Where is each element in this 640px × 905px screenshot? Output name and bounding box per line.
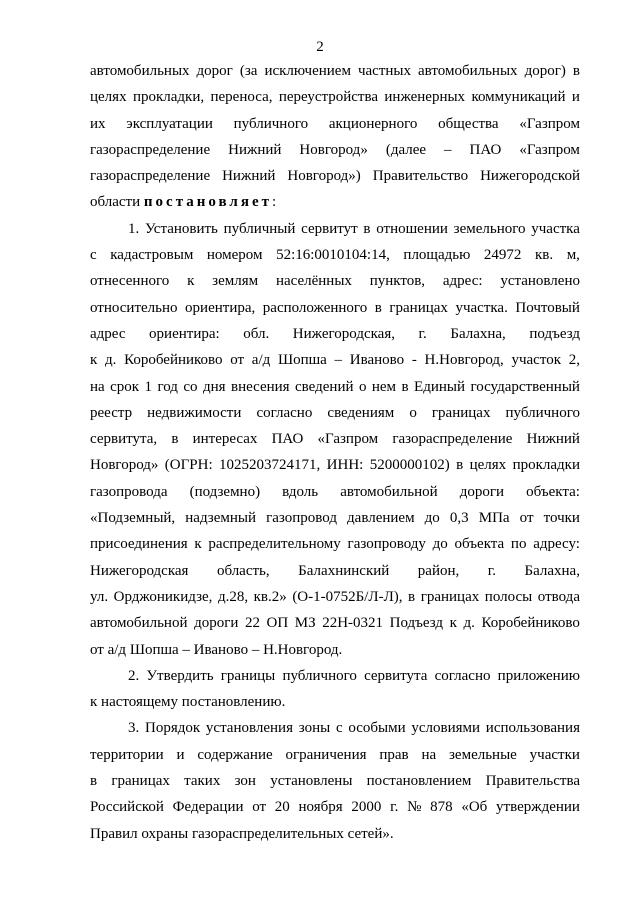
- word: (ОГРН:: [164, 457, 213, 474]
- word: «Подземный,: [90, 510, 176, 527]
- word: особыми: [348, 720, 406, 737]
- word: (О-1-0752Б/Л-Л),: [292, 588, 403, 605]
- word: на: [90, 378, 105, 395]
- word: газопроводу: [347, 536, 426, 553]
- word: присоединения: [90, 536, 188, 553]
- word: прокладки,: [132, 89, 205, 106]
- paragraph-3-last-line: Правил охраны газораспределительных сетей».: [90, 825, 394, 842]
- word: 5200000102): [369, 457, 450, 474]
- word: «Газпром: [519, 115, 580, 132]
- word: эксплуатации: [126, 115, 213, 132]
- word: «Об: [461, 799, 488, 816]
- word: зон: [234, 773, 256, 790]
- text-line: [90, 531, 580, 557]
- word: Коробейниково: [124, 352, 223, 369]
- word: ПАО: [469, 141, 502, 158]
- word: от: [252, 799, 267, 816]
- word: Порядок: [145, 720, 201, 737]
- word: Н.Новгород,: [424, 352, 504, 369]
- word: реестр: [90, 404, 133, 421]
- word: 1025203724171,: [219, 457, 321, 474]
- word: «Газпром: [317, 431, 379, 448]
- word: автомобильных: [90, 63, 190, 79]
- word: 52:16:0010104:14,: [276, 247, 390, 264]
- word: в: [408, 588, 416, 605]
- word: газопровода: [90, 483, 168, 500]
- word: о: [409, 404, 417, 421]
- word: область,: [216, 562, 270, 579]
- text-line: [90, 321, 580, 347]
- word: Подъезд: [389, 615, 444, 632]
- text-line: [90, 216, 580, 242]
- word: ориентира,: [185, 299, 256, 316]
- word: условиями: [411, 720, 481, 737]
- word: давлением: [347, 510, 415, 527]
- word: г.: [390, 799, 399, 816]
- word: МПа: [478, 510, 510, 527]
- text-line: [90, 111, 580, 137]
- word: общества: [438, 115, 499, 132]
- word: постановлением: [366, 773, 472, 790]
- word: к: [90, 352, 98, 369]
- word: полосы: [484, 588, 533, 605]
- word: недвижимости: [147, 404, 242, 421]
- word: (за: [239, 63, 258, 79]
- word: нем: [371, 378, 397, 395]
- word: интересах: [192, 431, 258, 448]
- word: от: [519, 510, 534, 527]
- word: (далее: [385, 141, 427, 158]
- word: площадью: [403, 247, 471, 264]
- word: вдоль: [282, 483, 319, 500]
- word: ул.: [90, 588, 109, 605]
- word: ПАО: [271, 431, 304, 448]
- word: газораспределение: [392, 431, 513, 448]
- word: их: [90, 115, 106, 132]
- word: в: [572, 63, 580, 79]
- word: прокладки: [512, 457, 580, 474]
- word: по: [510, 536, 527, 553]
- word: распределительному: [208, 536, 341, 553]
- word: сведениям: [327, 404, 395, 421]
- text-line: [90, 610, 580, 636]
- text-line: [90, 479, 580, 505]
- word: газораспределение: [90, 168, 211, 185]
- word: ноября: [298, 799, 343, 816]
- word: установлены: [270, 773, 353, 790]
- word: переустройства: [278, 89, 379, 106]
- word: земельного: [453, 220, 526, 237]
- word: акционерного: [328, 115, 418, 132]
- word: и: [176, 746, 185, 763]
- word: кв.: [534, 247, 554, 264]
- text-line: [90, 163, 580, 189]
- word: дорог: [196, 63, 233, 79]
- word: дороги: [459, 483, 505, 500]
- word: участки: [529, 746, 580, 763]
- word: приложению: [497, 667, 580, 684]
- text-line: [90, 242, 580, 268]
- word: подъезд: [529, 325, 580, 342]
- word: со: [183, 378, 198, 395]
- word: Балахна,: [450, 325, 506, 342]
- word: установлено: [500, 273, 580, 290]
- word: «Газпром: [519, 141, 580, 158]
- word: д.28,: [217, 588, 249, 605]
- text-line: [90, 794, 580, 820]
- word: газораспределение: [90, 141, 211, 158]
- text-line: [90, 505, 580, 531]
- word: границах: [431, 404, 491, 421]
- paragraph-3: [90, 715, 580, 820]
- word: публичного: [505, 404, 580, 421]
- word: ориентира:: [149, 325, 220, 342]
- word: Утвердить: [146, 667, 214, 684]
- word: автомобильной: [340, 483, 438, 500]
- word: сервитута,: [90, 431, 158, 448]
- word: газопровод: [266, 510, 337, 527]
- word: с: [335, 720, 343, 737]
- word: границах: [389, 299, 448, 316]
- word: Нижний: [222, 168, 276, 185]
- text-line: [90, 663, 580, 689]
- word: ОП: [266, 615, 289, 632]
- word: таких: [184, 773, 221, 790]
- word: в: [456, 457, 464, 474]
- decree-line: [90, 189, 580, 215]
- word: территории: [90, 746, 164, 763]
- word: -: [411, 352, 417, 369]
- page-number: 2: [316, 39, 324, 55]
- word: сведений: [295, 378, 354, 395]
- word: границы: [220, 667, 276, 684]
- word: объекта:: [526, 483, 580, 500]
- word: с: [90, 247, 97, 264]
- text-line: [90, 768, 580, 794]
- word: дорог): [524, 63, 566, 79]
- word: целях: [90, 89, 127, 106]
- word: –: [444, 141, 452, 158]
- word: срок: [110, 378, 140, 395]
- text-line: [90, 584, 580, 610]
- word: 22Н-0321: [322, 615, 384, 632]
- word: зоны: [298, 720, 331, 737]
- word: 0,3: [449, 510, 469, 527]
- word: ИНН:: [326, 457, 364, 474]
- paragraph-1: [90, 216, 580, 637]
- word: автомобильной: [90, 615, 188, 632]
- word: Единый: [414, 378, 465, 395]
- word: отношении: [376, 220, 448, 237]
- word: Шопша: [277, 352, 327, 369]
- word: участок: [511, 352, 561, 369]
- word: адресу:: [533, 536, 580, 553]
- word: относительно: [90, 299, 178, 316]
- word: переноса,: [210, 89, 273, 106]
- word: утверждении: [496, 799, 580, 816]
- intro-paragraph: [90, 58, 580, 189]
- word: г.: [418, 325, 427, 342]
- word: отнесенного: [90, 273, 170, 290]
- word: государственный: [470, 378, 580, 395]
- word: Балахнинский: [298, 562, 390, 579]
- word: №: [407, 799, 422, 816]
- word: Нижегородская,: [292, 325, 395, 342]
- word: до: [424, 510, 440, 527]
- word: автомобильных: [418, 63, 518, 79]
- word: сервитут: [301, 220, 358, 237]
- document-body: [90, 58, 580, 847]
- word: Нижегородской: [480, 168, 580, 185]
- word: пунктов,: [369, 273, 426, 290]
- word: Коробейниково: [481, 615, 580, 632]
- word: дороги: [194, 615, 239, 632]
- word: обл.: [243, 325, 270, 342]
- text-line: [90, 137, 580, 163]
- word: ограничения: [285, 746, 367, 763]
- word: точки: [543, 510, 580, 527]
- word: Российской: [90, 799, 164, 816]
- text-line: [90, 558, 580, 584]
- word: объекта: [454, 536, 505, 553]
- word: сервитута: [364, 667, 428, 684]
- word: Новгород»: [299, 141, 368, 158]
- word: земельные: [449, 746, 517, 763]
- word: 878: [430, 799, 453, 816]
- word: –: [334, 352, 343, 369]
- text-line: [90, 295, 580, 321]
- word: и: [571, 89, 580, 106]
- text-line: [90, 426, 580, 452]
- word: публичного: [282, 667, 357, 684]
- word: Правительства: [485, 773, 580, 790]
- word: границах: [111, 773, 170, 790]
- word: коммуникаций: [471, 89, 566, 106]
- text-line: [90, 58, 580, 84]
- word: до: [432, 536, 448, 553]
- word: в: [90, 773, 98, 790]
- word: 20: [274, 799, 290, 816]
- paragraph-2-last-line: к настоящему постановлению.: [90, 694, 286, 711]
- word: внесения: [230, 378, 290, 395]
- word: о: [358, 378, 367, 395]
- paragraph-2: [90, 663, 580, 689]
- word: в: [401, 378, 409, 395]
- word: отвода: [537, 588, 580, 605]
- word: а/д: [251, 352, 271, 369]
- word: адрес:: [442, 273, 483, 290]
- word: Нижний: [526, 431, 580, 448]
- word: в: [363, 220, 371, 237]
- word: кадастровым: [110, 247, 194, 264]
- word: Новгород»): [287, 168, 361, 185]
- word: д.: [105, 352, 117, 369]
- word: г.: [487, 562, 496, 579]
- word: 3.: [128, 720, 140, 737]
- word: землям: [212, 273, 259, 290]
- word: исключением: [264, 63, 351, 79]
- word: Балахна,: [524, 562, 580, 579]
- word: Иваново: [349, 352, 405, 369]
- word: расположенного: [262, 299, 368, 316]
- word: Федерации: [172, 799, 244, 816]
- word: 1.: [128, 220, 140, 237]
- word: инженерных: [384, 89, 466, 106]
- word: на: [421, 746, 437, 763]
- word: дня: [202, 378, 226, 395]
- word: Орджоникидзе,: [113, 588, 213, 605]
- text-line: [90, 715, 580, 741]
- text-line: [90, 347, 580, 373]
- word: Правительство: [372, 168, 469, 185]
- word: год: [157, 378, 178, 395]
- word: участка: [531, 220, 580, 237]
- text-line: [90, 452, 580, 478]
- word: Нижегородская: [90, 562, 189, 579]
- word: МЗ: [294, 615, 316, 632]
- text-line: [90, 84, 580, 110]
- word: содержание: [197, 746, 273, 763]
- paragraph-1-last-line: от а/д Шопша – Иваново – Н.Новгород.: [90, 641, 343, 658]
- word: район,: [417, 562, 460, 579]
- text-line: [90, 374, 580, 400]
- word: Новгород»: [90, 457, 159, 474]
- word: 1: [144, 378, 153, 395]
- decree-prefix: области: [90, 194, 144, 211]
- word: границах: [420, 588, 480, 605]
- word: Установить: [144, 220, 218, 237]
- decree-word: постановляет: [143, 194, 272, 211]
- word: согласно: [434, 667, 491, 684]
- word: номером: [206, 247, 263, 264]
- word: согласно: [256, 404, 313, 421]
- word: в: [374, 299, 382, 316]
- word: в: [171, 431, 179, 448]
- word: надземный: [185, 510, 256, 527]
- word: частных: [357, 63, 411, 79]
- word: прав: [379, 746, 409, 763]
- text-line: [90, 400, 580, 426]
- word: населённых: [275, 273, 352, 290]
- word: 22: [244, 615, 260, 632]
- word: 24972: [483, 247, 522, 264]
- word: от: [230, 352, 245, 369]
- word: публичный: [223, 220, 296, 237]
- word: адрес: [90, 325, 126, 342]
- word: к: [449, 615, 457, 632]
- word: д.: [463, 615, 475, 632]
- decree-suffix: :: [272, 194, 277, 211]
- word: к: [194, 536, 202, 553]
- word: Нижний: [228, 141, 282, 158]
- word: установления: [205, 720, 293, 737]
- word: 2000: [351, 799, 382, 816]
- word: участка.: [455, 299, 508, 316]
- text-line: [90, 742, 580, 768]
- word: 2.: [128, 667, 140, 684]
- word: целях: [469, 457, 507, 474]
- word: к: [187, 273, 195, 290]
- word: 2,: [568, 352, 580, 369]
- word: кв.2»: [253, 588, 287, 605]
- word: Почтовый: [515, 299, 580, 316]
- word: (подземно): [189, 483, 261, 500]
- word: публичного: [233, 115, 309, 132]
- word: использования: [485, 720, 580, 737]
- text-line: [90, 268, 580, 294]
- word: м,: [566, 247, 580, 264]
